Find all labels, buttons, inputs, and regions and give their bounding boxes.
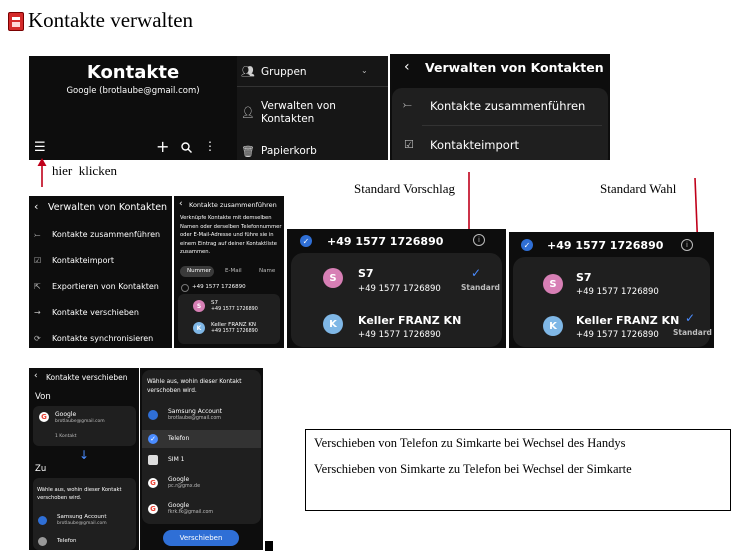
sim-icon bbox=[148, 455, 158, 465]
screenshot-default-choice bbox=[509, 232, 714, 348]
contact-number: +49 1577 1726890 bbox=[358, 330, 441, 340]
export-icon: ⇱ bbox=[34, 282, 41, 291]
contact-name: S7 bbox=[358, 267, 374, 280]
option-name[interactable]: Telefon bbox=[57, 538, 77, 544]
google-icon: G bbox=[148, 504, 158, 514]
samsung-icon bbox=[148, 410, 158, 420]
source-count: 1 Kontakt bbox=[55, 434, 77, 439]
phone-icon bbox=[38, 537, 47, 546]
selected-option[interactable] bbox=[142, 430, 261, 448]
avatar: S bbox=[323, 268, 343, 288]
screenshot-default-suggestion bbox=[287, 229, 506, 348]
notes-box bbox=[305, 429, 731, 511]
contact-name: Keller FRANZ KN bbox=[358, 314, 462, 327]
groups-icon: 👥︎ bbox=[241, 65, 255, 78]
contacts-title: Kontakte bbox=[86, 62, 180, 83]
group-check-icon[interactable]: ✓ bbox=[521, 239, 533, 251]
account-label: Google (brotlaube@gmail.com) bbox=[66, 86, 200, 96]
note-line: Verschieben von Telefon zu Simkarte bei Wechsel des Handys bbox=[314, 436, 626, 450]
default-check-icon[interactable]: ✓ bbox=[471, 266, 482, 280]
contact-number: +49 1577 1726890 bbox=[358, 284, 441, 294]
option-email: brotlaube@gmail.com bbox=[57, 521, 107, 526]
annotation-click-here: hier klicken bbox=[52, 163, 117, 178]
move-button[interactable]: Verschieben bbox=[163, 530, 239, 546]
avatar: S bbox=[543, 274, 563, 294]
back-icon[interactable]: ‹ bbox=[34, 371, 38, 381]
contact-number: +49 1577 1726890 bbox=[576, 330, 659, 340]
move-prompt: Wähle aus, wohin dieser Kontakt verschoben wird. bbox=[147, 379, 242, 394]
contact-number: +49 1577 1726890 bbox=[576, 287, 659, 297]
add-icon[interactable]: + bbox=[156, 137, 170, 156]
option-name[interactable]: Google bbox=[168, 476, 190, 483]
option-name[interactable]: SIM 1 bbox=[168, 456, 185, 463]
contact-name: S7 bbox=[211, 300, 218, 306]
tab-email[interactable]: E-Mail bbox=[225, 268, 242, 274]
search-icon[interactable] bbox=[181, 142, 192, 153]
trash-icon: 🗑︎ bbox=[241, 145, 255, 158]
to-label: Zu bbox=[35, 464, 47, 474]
screenshot-drawer-menu bbox=[237, 56, 388, 160]
list-item[interactable]: Kontakte synchronisieren bbox=[52, 334, 154, 343]
contact-number: +49 1577 1726890 bbox=[211, 329, 258, 334]
list-item[interactable]: Exportieren von Kontakten bbox=[52, 282, 159, 291]
manage-header: Verwalten von Kontakten bbox=[48, 202, 168, 213]
arrow-down-icon: ↓ bbox=[79, 448, 90, 462]
avatar: K bbox=[543, 316, 563, 336]
import-item[interactable]: Kontakteimport bbox=[430, 138, 520, 152]
tab-name[interactable]: Name bbox=[259, 268, 276, 274]
group-number: +49 1577 1726890 bbox=[192, 284, 246, 290]
option-name[interactable]: Google bbox=[168, 502, 190, 509]
info-icon[interactable]: i bbox=[473, 234, 485, 246]
back-icon[interactable]: ‹ bbox=[179, 199, 183, 209]
default-label[interactable]: Standard bbox=[461, 283, 500, 292]
screenshot-move-contacts bbox=[29, 368, 139, 550]
avatar: K bbox=[323, 314, 343, 334]
move-icon: → bbox=[34, 308, 41, 317]
move-prompt: Wähle aus, wohin dieser Kontakt verschoben wird. bbox=[37, 487, 122, 501]
import-icon: ☑ bbox=[34, 256, 42, 265]
selected-check-icon: ✓ bbox=[148, 434, 158, 444]
menu-item-trash[interactable]: Papierkorb bbox=[261, 145, 317, 157]
page-title: Kontakte verwalten bbox=[28, 8, 194, 32]
list-item[interactable]: Kontakte zusammenführen bbox=[52, 230, 161, 239]
screenshot-manage-contacts-large bbox=[390, 54, 610, 160]
google-icon: G bbox=[148, 478, 158, 488]
arrow-up-icon bbox=[36, 158, 48, 188]
manage-contacts-icon: 👤︎ bbox=[241, 106, 255, 119]
option-email: fkrk.fk@gmail.com bbox=[168, 510, 214, 515]
list-item[interactable]: Kontakteimport bbox=[52, 256, 114, 265]
sync-icon: ⟳ bbox=[34, 334, 41, 343]
samsung-icon bbox=[38, 516, 47, 525]
option-name[interactable]: Telefon bbox=[168, 435, 190, 442]
google-icon: G bbox=[39, 412, 49, 422]
screenshot-move-target bbox=[140, 368, 263, 550]
move-header: Kontakte verschieben bbox=[46, 373, 128, 382]
screenshot-manage-contacts bbox=[29, 196, 172, 348]
menu-item-manage-contacts[interactable]: Verwalten von Kontakten bbox=[261, 100, 336, 125]
label-default-choice: Standard Wahl bbox=[600, 181, 677, 196]
source-name: Google bbox=[55, 411, 77, 418]
menu-icon[interactable]: ☰ bbox=[34, 140, 46, 155]
group-number: +49 1577 1726890 bbox=[547, 239, 664, 252]
group-check-icon[interactable]: ✓ bbox=[300, 235, 312, 247]
note-line: Verschieben von Simkarte zu Telefon bei Wechsel der Simkarte bbox=[314, 462, 632, 476]
avatar: K bbox=[193, 322, 205, 334]
chevron-down-icon[interactable]: ⌄ bbox=[361, 66, 368, 75]
back-icon[interactable]: ‹ bbox=[34, 200, 39, 213]
contact-name: Keller FRANZ KN bbox=[576, 314, 680, 327]
merge-header: Kontakte zusammenführen bbox=[189, 201, 277, 209]
screenshot-contacts-home bbox=[29, 56, 237, 160]
option-name[interactable]: Samsung Account bbox=[168, 408, 223, 415]
from-label: Von bbox=[35, 392, 51, 402]
import-icon: ☑ bbox=[404, 138, 414, 151]
manage-header: Verwalten von Kontakten bbox=[425, 60, 604, 75]
default-check-icon[interactable]: ✓ bbox=[685, 311, 696, 325]
contact-number: +49 1577 1726890 bbox=[211, 307, 258, 312]
source-email: brotlaube@gmail.com bbox=[55, 419, 105, 424]
option-name[interactable]: Samsung Account bbox=[57, 514, 107, 520]
default-label[interactable]: Standard bbox=[673, 328, 712, 337]
merge-description: Verknüpfe Kontakte mit demselben Namen oder derselben Telefonnummer oder E-Mail-Adresse und führe sie in einem Eintrag auf deiner Kontaktliste zusammen. bbox=[180, 215, 282, 255]
group-checkbox[interactable] bbox=[181, 284, 189, 292]
merge-icon: ⤚ bbox=[403, 98, 412, 111]
more-icon[interactable]: ⋮ bbox=[204, 139, 216, 153]
back-icon[interactable]: ‹ bbox=[404, 59, 410, 75]
menu-item-groups[interactable]: Gruppen bbox=[261, 66, 307, 78]
merge-icon: ⤚ bbox=[34, 230, 41, 239]
info-icon[interactable]: i bbox=[681, 239, 693, 251]
option-email: pc.r@gmx.de bbox=[168, 484, 201, 489]
app-icon bbox=[8, 12, 24, 31]
label-default-suggestion: Standard Vorschlag bbox=[354, 181, 455, 196]
screenshot-merge-contacts bbox=[174, 196, 284, 348]
contact-name: S7 bbox=[576, 271, 592, 284]
list-item[interactable]: Kontakte verschieben bbox=[52, 308, 139, 317]
option-email: brotlaube@gmail.com bbox=[168, 416, 221, 421]
cursor-mark bbox=[265, 541, 273, 551]
tab-number-label: Nummer bbox=[187, 268, 211, 274]
avatar: S bbox=[193, 300, 205, 312]
group-number: +49 1577 1726890 bbox=[327, 235, 444, 248]
contact-name: Keller FRANZ KN bbox=[211, 322, 257, 328]
merge-contacts-item[interactable]: Kontakte zusammenführen bbox=[430, 99, 586, 113]
